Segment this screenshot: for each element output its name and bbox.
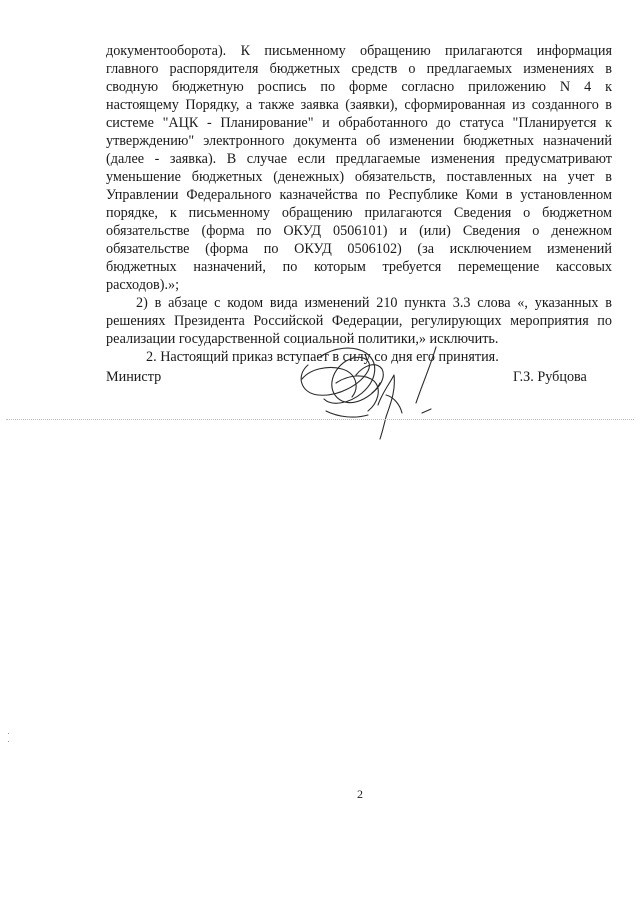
item2-line-1: 2) в абзаце с кодом вида изменений 210 пункта 3.3 слова «, указанных в: [136, 295, 612, 311]
body-line-11: обязательстве (форма по ОКУД 0506101) и (или) Сведения о денежном: [106, 223, 612, 239]
body-line-14: расходов).»;: [106, 277, 180, 293]
item2-line-2: решениях Президента Российской Федерации, регулирующих мероприятия по: [106, 313, 612, 329]
page-number: 2: [357, 787, 363, 801]
body-line-4: настоящему Порядку, а также заявка (заявки), сформированная из созданного в: [106, 97, 612, 113]
body-line-2: главного распорядителя бюджетных средств о предлагаемых изменениях в: [106, 61, 612, 77]
item2-line-3: реализации государственной социальной политики,» исключить.: [106, 331, 499, 347]
scan-speck: [8, 741, 9, 742]
signatory-name: Г.З. Рубцова: [513, 369, 587, 385]
body-line-6: утверждению" электронного документа об изменении бюджетных назначений: [106, 133, 612, 149]
final-clause: 2. Настоящий приказ вступает в силу со дня его принятия.: [146, 349, 499, 365]
body-line-12: обязательстве (форма по ОКУД 0506102) (за исключением изменений: [106, 241, 612, 257]
body-line-8: уменьшение бюджетных (денежных) обязательств, поставленных на учет в: [106, 169, 612, 185]
body-line-13: бюджетных назначений, по которым требуется перемещение кассовых: [106, 259, 612, 275]
body-line-1: документооборота). К письменному обращению прилагаются информация: [106, 43, 612, 59]
body-line-7: (далее - заявка). В случае если предлагаемые изменения предусматривают: [106, 151, 612, 167]
handwritten-signature: [290, 335, 450, 450]
body-line-10: порядке, к письменному обращению прилагаются Сведения о бюджетном: [106, 205, 612, 221]
body-line-5: системе "АЦК - Планирование" и обработанного до статуса "Планируется к: [106, 115, 612, 131]
body-line-9: Управлении Федерального казначейства по Республике Коми в установленном: [106, 187, 612, 203]
scan-speck: [8, 733, 9, 734]
body-line-3: сводную бюджетную роспись по форме согласно приложению N 4 к: [106, 79, 612, 95]
horizontal-rule: [6, 419, 634, 420]
signatory-title: Министр: [106, 369, 162, 385]
